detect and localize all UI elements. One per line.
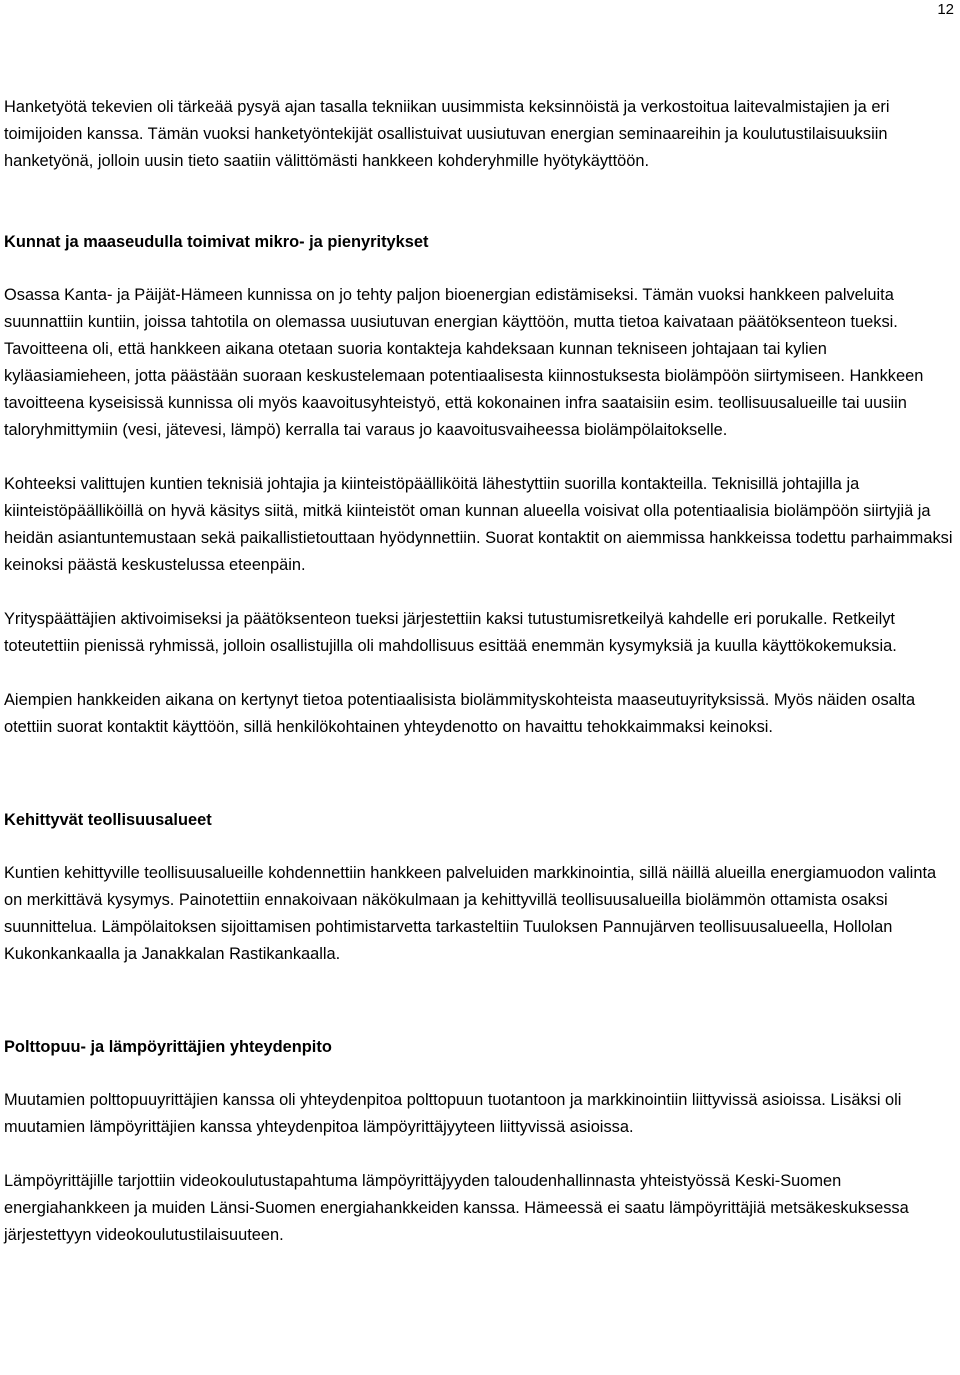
page-number: 12 bbox=[937, 1, 954, 18]
section-heading-fuelwood-contacts: Polttopuu- ja lämpöyrittäjien yhteydenpito bbox=[4, 1038, 332, 1056]
document-body bbox=[4, 94, 956, 1249]
paragraph: Lämpöyrittäjille tarjottiin videokoulutustapahtuma lämpöyrittäjyyden taloudenhallinnasta yhteistyössä Keski-Suomen energiahankkeen ja muiden Länsi-Suomen energiahankkeiden kanssa. Hämeessä ei saatu lämpöyrittäjiä metsäkeskuksessa järjestettyyn videokoulutustilaisuuteen. bbox=[4, 1172, 909, 1244]
paragraph: Yrityspäättäjien aktivoimiseksi ja päätöksenteon tueksi järjestettiin kaksi tutustumisretkeilyä kahdelle eri porukalle. Retkeilyt toteutettiin pienissä ryhmissä, jolloin osallistujilla oli mahdollisuus esittää enemmän kysymyksiä ja kuulla käyttökokemuksia. bbox=[4, 610, 897, 655]
intro-paragraph: Hanketyötä tekevien oli tärkeää pysyä ajan tasalla tekniikan uusimmista keksinnöistä ja verkostoitua laitevalmistajien ja eri toimijoiden kanssa. Tämän vuoksi hanketyöntekijät osallistuivat uusiutuvan energian seminaareihin ja koulutustilaisuuksiin hanketyönä, jolloin uusin tieto saatiin välittömästi hankkeen kohderyhmille hyötykäyttöön. bbox=[4, 98, 890, 170]
paragraph: Kuntien kehittyville teollisuusalueille kohdennettiin hankkeen palveluiden markkinointia, sillä näillä alueilla energiamuodon valinta on merkittävä kysymys. Painotettiin ennakoivaan näkökulmaan ja kehittyvillä teollisuusalueilla biolämmön ottamista osaksi suunnittelua. Lämpölaitoksen sijoittamisen pohtimistarvetta tarkasteltiin Tuuloksen Pannujärven teollisuusalueella, Hollolan Kukonkankaalla ja Janakkalan Rastikankaalla. bbox=[4, 864, 937, 963]
paragraph: Kohteeksi valittujen kuntien teknisiä johtajia ja kiinteistöpäälliköitä lähestyttiin suorilla kontakteilla. Teknisillä johtajilla ja kiinteistöpäälliköillä on hyvä käsitys siitä, mitkä kiinteistöt oman kunnan alueella voisivat olla potentiaalisia biolämpöön siirtyjiä ja heidän asiantuntemustaan sekä paikallistietouttaan hyödynnettiin. Suorat kontaktit on aiemmissa hankkeissa todettu parhaimmaksi keinoksi päästä keskustelussa eteenpäin. bbox=[4, 475, 953, 574]
section-heading-municipalities: Kunnat ja maaseudulla toimivat mikro- ja pienyritykset bbox=[4, 233, 429, 251]
paragraph: Osassa Kanta- ja Päijät-Hämeen kunnissa on jo tehty paljon bioenergian edistämiseksi. Tämän vuoksi hankkeen palveluita suunnattiin kuntiin, joissa tahtotila on olemassa uusiutuvan energian käyttöön, mutta tietoa kaivataan päätöksenteon tueksi. Tavoitteena oli, että hankkeen aikana otetaan suoria kontakteja kahdeksaan kunnan tekniseen johtajaan tai kylien kyläasiamieheen, jotta päästään suoraan keskustelemaan potentiaalisesta kiinnostuksesta biolämpöön siirtymiseen. Hankkeen tavoitteena kyseisissä kunnissa oli myös kaavoitusyhteistyö, että kokonainen infra saataisiin esim. teollisuusalueille tai uusiin taloryhmittymiin (vesi, jätevesi, lämpö) kerralla tai varaus jo kaavoitusvaiheessa biolämpölaitokselle. bbox=[4, 286, 924, 439]
paragraph: Muutamien polttopuuyrittäjien kanssa oli yhteydenpitoa polttopuun tuotantoon ja markkinointiin liittyvissä asioissa. Lisäksi oli muutamien lämpöyrittäjien kanssa yhteydenpitoa lämpöyrittäjyyteen liittyvissä asioissa. bbox=[4, 1091, 902, 1136]
paragraph: Aiempien hankkeiden aikana on kertynyt tietoa potentiaalisista biolämmityskohteista maaseutuyrityksissä. Myös näiden osalta otettiin suorat kontaktit käyttöön, sillä henkilökohtainen yhteydenotto on havaittu tehokkaimmaksi keinoksi. bbox=[4, 691, 916, 736]
section-heading-industrial-areas: Kehittyvät teollisuusalueet bbox=[4, 811, 212, 829]
